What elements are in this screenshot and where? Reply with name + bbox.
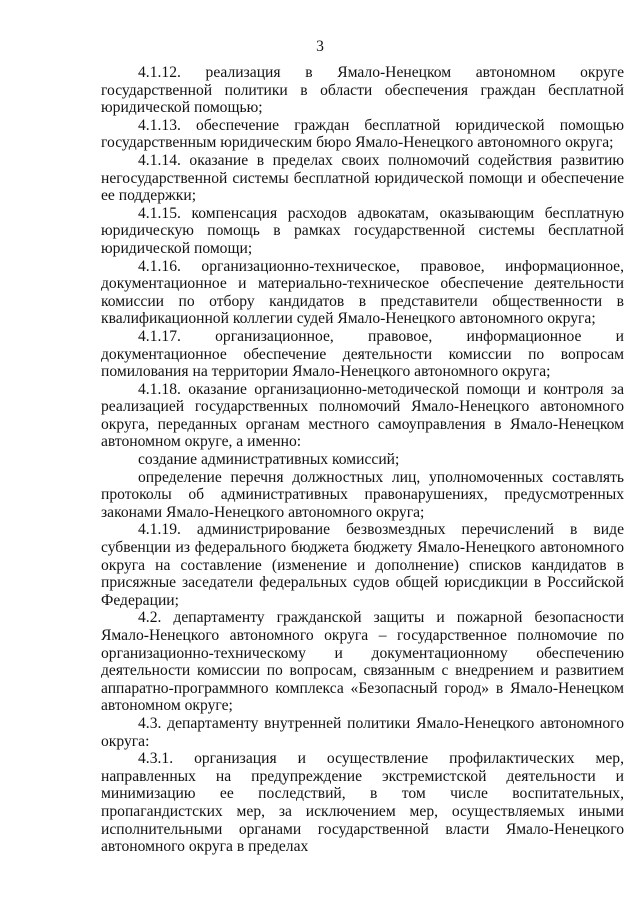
page-number: 3: [316, 38, 324, 55]
paragraph-4-1-16: 4.1.16. организационно-техническое, правовое, информационное, документационное и материально-техническое обеспечение деятельности комиссии по отбору кандидатов в представители общественности в квалификационной коллегии судей Ямало-Ненецкого автономного округа;: [101, 257, 624, 328]
paragraph-4-2: 4.2. департаменту гражданской защиты и пожарной безопасности Ямало-Ненецкого автономного округа – государственное полномочие по организационно-техническому и документационному обеспечению деятельности комиссии по вопросам, связанным с внедрением и развитием аппаратно-программного комплекса «Безопасный город» в Ямало-Ненецком автономном округе;: [101, 609, 624, 715]
paragraph-4-1-18: 4.1.18. оказание организационно-методической помощи и контроля за реализацией государственных полномочий Ямало-Ненецкого автономного округа, переданных органам местного самоуправления в Ямало-Ненецком автономном округе, а именно:: [101, 380, 624, 451]
paragraph-4-3: 4.3. департаменту внутренней политики Ямало-Ненецкого автономного округа:: [101, 714, 624, 750]
paragraph-4-1-17: 4.1.17. организационное, правовое, информационное и документационное обеспечение деятельности комиссии по вопросам помилования на территории Ямало-Ненецкого автономного округа;: [101, 327, 624, 381]
paragraph-4-3-1: 4.3.1. организация и осуществление профилактических мер, направленных на предупреждение экстремистской деятельности и минимизацию ее последствий, в том числе воспитательных, пропагандистских мер, за исключением мер, осуществляемых иными исполнительными органами государственной власти Ямало-Ненецкого автономного округа в пределах: [101, 750, 624, 856]
paragraph-4-1-14: 4.1.14. оказание в пределах своих полномочий содействия развитию негосударственной системы бесплатной юридической помощи и обеспечение ее поддержки;: [101, 151, 624, 205]
paragraph-4-1-13: 4.1.13. обеспечение граждан бесплатной юридической помощью государственным юридическим бюро Ямало-Ненецкого автономного округа;: [101, 116, 624, 152]
paragraph-item-commissions: создание административных комиссий;: [138, 451, 400, 469]
paragraph-4-1-19: 4.1.19. администрирование безвозмездных перечислений в виде субвенции из федерального бюджета бюджету Ямало-Ненецкого автономного округа на составление (изменение и дополнение) списков кандидатов в присяжные заседатели федеральных судов общей юрисдикции в Российской Федерации;: [101, 521, 624, 609]
paragraph-4-1-12: 4.1.12. реализация в Ямало-Ненецком автономном округе государственной политики в области обеспечения граждан бесплатной юридической помощью;: [101, 64, 624, 117]
paragraph-4-1-15: 4.1.15. компенсация расходов адвокатам, оказывающим бесплатную юридическую помощь в рамках государственной системы бесплатной юридической помощи;: [101, 204, 624, 257]
document-body: [101, 64, 624, 856]
paragraph-item-officials: определение перечня должностных лиц, уполномоченных составлять протоколы об административных правонарушениях, предусмотренных законами Ямало-Ненецкого автономного округа;: [101, 468, 624, 521]
